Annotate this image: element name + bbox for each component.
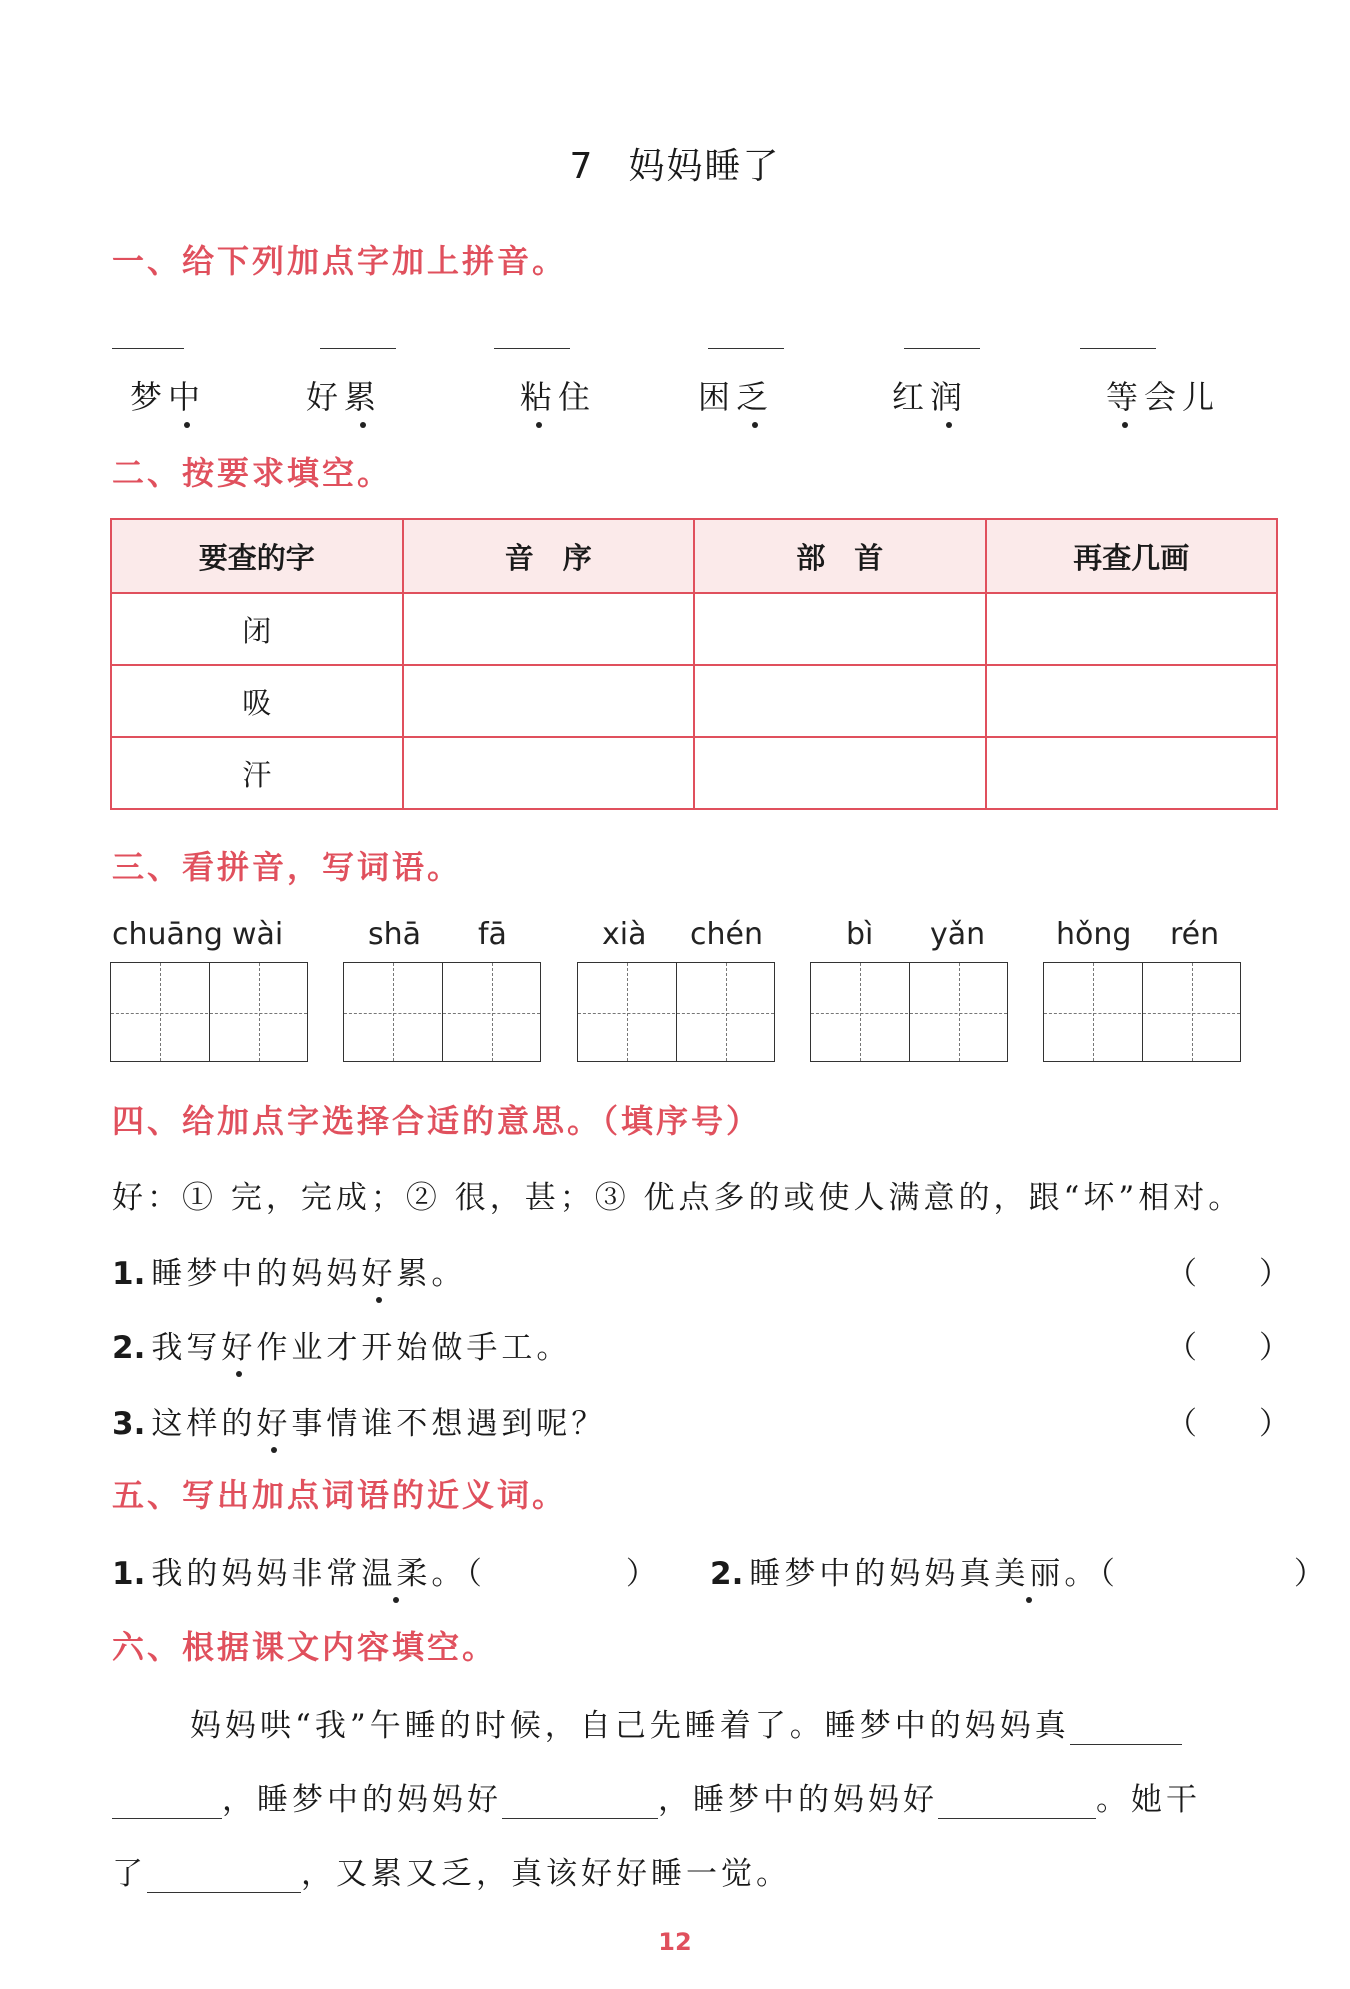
lesson-name: 妈妈睡了 bbox=[628, 146, 781, 187]
pinyin-blank-3[interactable] bbox=[494, 348, 570, 349]
dotted-char: 乏 bbox=[736, 372, 774, 418]
dotted-char: 润 bbox=[930, 372, 968, 418]
dotted-char: 等 bbox=[1106, 372, 1144, 418]
answer-cell[interactable] bbox=[403, 665, 695, 737]
fill-line-1: 妈妈哄“我”午睡的时候，自己先睡着了。睡梦中的妈妈真 bbox=[190, 1700, 1182, 1745]
dotted-word: 温柔 bbox=[361, 1548, 431, 1593]
answer-paren-4-1[interactable]: （ ） bbox=[1166, 1256, 1290, 1292]
pinyin-4a: bì bbox=[846, 917, 874, 952]
question-5-1: 1. 我的妈妈非常温柔。（ ） bbox=[112, 1548, 661, 1593]
question-4-3: 3. 这样的好事情谁不想遇到呢？ bbox=[112, 1398, 606, 1443]
dotted-char: 好 bbox=[256, 1398, 291, 1443]
section-5-heading: 五、写出加点词语的近义词。 bbox=[112, 1476, 568, 1514]
header-cell: 再查几画 bbox=[986, 519, 1278, 593]
pinyin-3b: chén bbox=[690, 917, 763, 952]
pinyin-blank-1[interactable] bbox=[112, 348, 184, 349]
definition-line: 好：① 完，完成；② 很，甚；③ 优点多的或使人满意的，跟“坏”相对。 bbox=[112, 1180, 1244, 1216]
pinyin-blank-5[interactable] bbox=[904, 348, 980, 349]
fill-blank-5[interactable] bbox=[147, 1856, 301, 1893]
table-row bbox=[111, 665, 1277, 737]
answer-paren-4-3[interactable]: （ ） bbox=[1166, 1406, 1290, 1442]
header-cell: 部 首 bbox=[694, 519, 986, 593]
answer-cell[interactable] bbox=[694, 665, 986, 737]
word-3: 粘住 bbox=[520, 372, 596, 418]
pinyin-2a: shā bbox=[368, 917, 422, 952]
pinyin-blank-4[interactable] bbox=[708, 348, 784, 349]
answer-cell[interactable] bbox=[986, 737, 1278, 809]
answer-paren-4-2[interactable]: （ ） bbox=[1166, 1330, 1290, 1366]
char-cell: 吸 bbox=[111, 665, 403, 737]
table-row bbox=[111, 593, 1277, 665]
char-cell: 闭 bbox=[111, 593, 403, 665]
answer-cell[interactable] bbox=[694, 593, 986, 665]
pinyin-3a: xià bbox=[602, 917, 647, 952]
question-4-1: 1. 睡梦中的妈妈好累。 bbox=[112, 1248, 466, 1293]
fill-blank-1[interactable] bbox=[1070, 1708, 1182, 1745]
fill-line-3: 了 ，又累又乏，真该好好睡一觉。 bbox=[112, 1856, 791, 1892]
header-cell: 要查的字 bbox=[111, 519, 403, 593]
pinyin-1b: wài bbox=[232, 917, 284, 952]
word-1: 梦中 bbox=[130, 372, 206, 418]
answer-cell[interactable] bbox=[986, 665, 1278, 737]
table-header-row bbox=[111, 519, 1277, 593]
answer-cell[interactable] bbox=[403, 737, 695, 809]
lesson-title bbox=[0, 138, 1350, 189]
word-4: 困乏 bbox=[698, 372, 774, 418]
fill-line-2: ，睡梦中的妈妈好 ，睡梦中的妈妈好 。她干 bbox=[112, 1774, 1201, 1819]
pinyin-5b: rén bbox=[1170, 917, 1220, 952]
writing-grid-1[interactable] bbox=[110, 962, 308, 1062]
word-5: 红润 bbox=[892, 372, 968, 418]
page-number: 12 bbox=[658, 1928, 692, 1956]
fill-blank-2[interactable] bbox=[112, 1782, 222, 1819]
section-1-heading: 一、给下列加点字加上拼音。 bbox=[112, 242, 568, 280]
word-2: 好累 bbox=[306, 372, 382, 418]
pinyin-5a: hǒng bbox=[1056, 917, 1132, 952]
word-6: 等会儿 bbox=[1106, 372, 1220, 418]
pinyin-blank-6[interactable] bbox=[1080, 348, 1156, 349]
question-5-2: 2. 睡梦中的妈妈真美丽。（ ） bbox=[710, 1548, 1329, 1593]
dotted-char: 累 bbox=[344, 372, 382, 418]
fill-blank-3[interactable] bbox=[502, 1782, 658, 1819]
dictionary-lookup-table bbox=[110, 518, 1278, 810]
pinyin-2b: fā bbox=[478, 917, 507, 952]
dotted-char: 中 bbox=[168, 372, 206, 418]
section-6-heading: 六、根据课文内容填空。 bbox=[112, 1628, 498, 1666]
header-cell: 音 序 bbox=[403, 519, 695, 593]
answer-cell[interactable] bbox=[403, 593, 695, 665]
dotted-char: 好 bbox=[361, 1248, 396, 1293]
section-4-heading: 四、给加点字选择合适的意思。（填序号） bbox=[112, 1102, 762, 1140]
answer-cell[interactable] bbox=[694, 737, 986, 809]
pinyin-1a: chuāng bbox=[112, 917, 223, 952]
dotted-char: 好 bbox=[221, 1322, 256, 1367]
section-3-heading: 三、看拼音，写词语。 bbox=[112, 848, 463, 886]
pinyin-4b: yǎn bbox=[930, 917, 986, 952]
writing-grid-4[interactable] bbox=[810, 962, 1008, 1062]
question-4-2: 2. 我写好作业才开始做手工。 bbox=[112, 1322, 571, 1367]
section-2-heading: 二、按要求填空。 bbox=[112, 454, 393, 492]
dotted-word: 美丽 bbox=[994, 1548, 1064, 1593]
fill-blank-4[interactable] bbox=[938, 1782, 1096, 1819]
dotted-char: 粘 bbox=[520, 372, 558, 418]
pinyin-blank-2[interactable] bbox=[320, 348, 396, 349]
table-row bbox=[111, 737, 1277, 809]
writing-grid-3[interactable] bbox=[577, 962, 775, 1062]
writing-grid-5[interactable] bbox=[1043, 962, 1241, 1062]
writing-grid-2[interactable] bbox=[343, 962, 541, 1062]
lesson-number: 7 bbox=[569, 146, 595, 187]
answer-cell[interactable] bbox=[986, 593, 1278, 665]
char-cell: 汗 bbox=[111, 737, 403, 809]
